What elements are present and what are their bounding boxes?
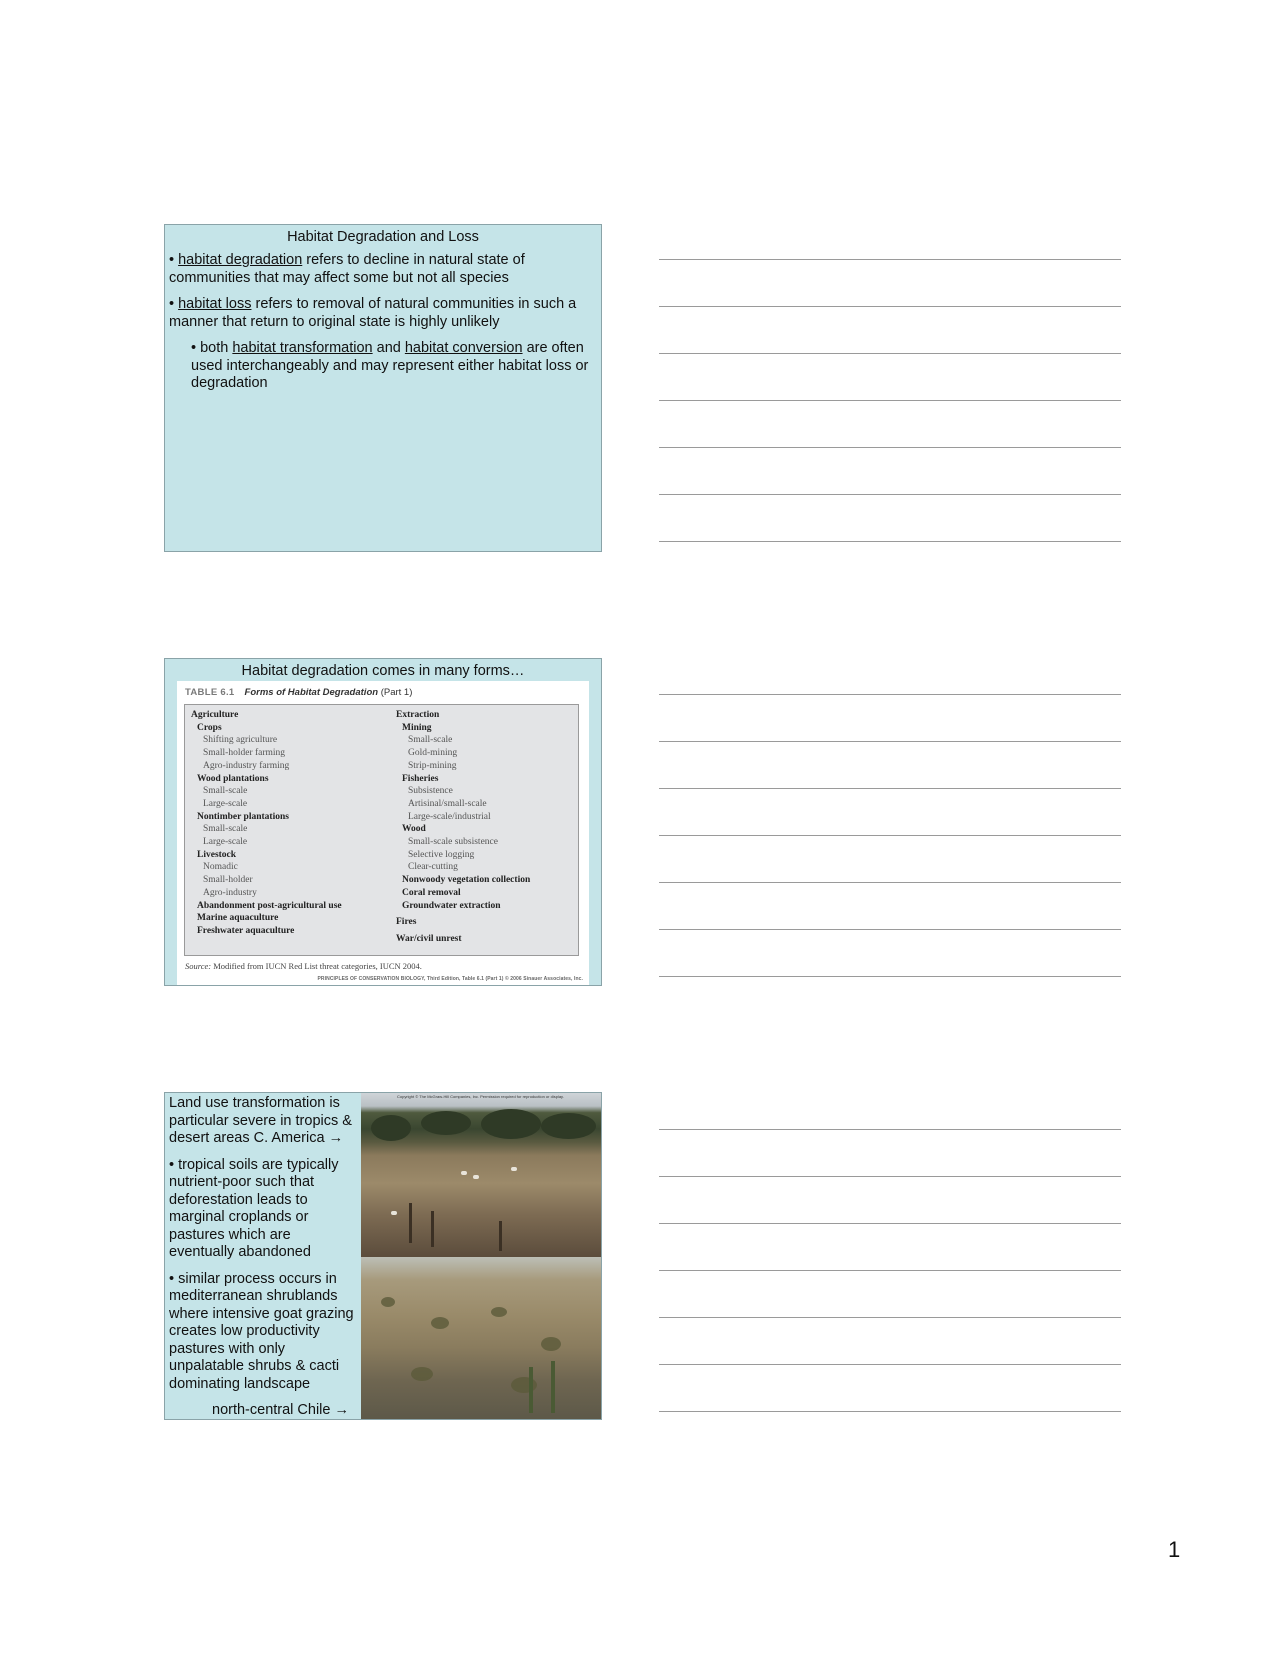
table-entry: Agro-industry farming <box>203 760 290 771</box>
table-entry: Selective logging <box>408 849 475 860</box>
note-line <box>659 741 1121 742</box>
table-entry: Mining <box>402 722 432 733</box>
note-line <box>659 1223 1121 1224</box>
term-habitat-loss: habitat loss <box>178 296 252 312</box>
note-line <box>659 882 1121 883</box>
term-habitat-conversion: habitat conversion <box>404 340 523 356</box>
table-entry: Small-scale <box>203 786 248 797</box>
table-entry: Fires <box>396 917 417 928</box>
note-line <box>659 1270 1121 1271</box>
paragraph-mediterranean: • similar process occurs in mediterranean shrublands where intensive goat grazing creates low productivity pastures with only unpalatable shrubs & cacti dominating landscape <box>169 1270 354 1392</box>
goat-shape <box>391 1211 397 1215</box>
bullet-habitat-loss <box>169 296 597 331</box>
table-left-column <box>191 709 342 938</box>
table-title: Forms of Habitat Degradation <box>244 687 379 698</box>
note-line <box>659 306 1121 307</box>
paragraph-land-use: Land use transformation is particular severe in tropics & desert areas C. America → <box>169 1095 352 1146</box>
source-label: Source: <box>185 961 212 971</box>
bullet-prefix: • both <box>191 340 233 356</box>
note-line <box>659 835 1121 836</box>
table-entry: Small-scale <box>408 735 453 746</box>
table-entry: Large-scale/industrial <box>408 811 491 822</box>
table-caption <box>185 687 412 698</box>
bullet-text: are often used interchangeably and may represent either habitat loss or degradation <box>191 340 589 391</box>
shrub-shape <box>411 1367 433 1381</box>
note-line <box>659 788 1121 789</box>
shrub-shape <box>511 1377 537 1393</box>
table-entry: Wood plantations <box>197 773 269 784</box>
table-footer: PRINCIPLES OF CONSERVATION BIOLOGY, Third Edition, Table 6.1 (Part 1) © 2006 Sinauer Associates, Inc. <box>317 976 583 982</box>
table-part: (Part 1) <box>380 687 413 698</box>
table-entry: Subsistence <box>408 786 453 797</box>
table-entry: Gold-mining <box>408 748 458 759</box>
cactus-shape <box>551 1361 555 1413</box>
note-line <box>659 541 1121 542</box>
note-line <box>659 353 1121 354</box>
table-entry: Small-holder farming <box>203 748 286 759</box>
slide-degradation-forms <box>164 658 602 986</box>
bullet-text: refers to decline in natural state of communities that may affect some but not all species <box>169 252 525 286</box>
table-entry: Agro-industry <box>203 887 257 898</box>
page-number: 1 <box>1168 1537 1181 1562</box>
photo-central-america <box>361 1093 602 1257</box>
tree-shape <box>371 1115 411 1141</box>
note-line <box>659 1317 1121 1318</box>
bullet-habitat-degradation <box>169 252 597 287</box>
shrub-shape <box>541 1337 561 1351</box>
table-entry: Agriculture <box>191 710 239 720</box>
table-entry: Crops <box>197 722 222 733</box>
table-entry: Strip-mining <box>408 760 457 771</box>
fence-post <box>431 1211 434 1247</box>
bullet-text: and <box>372 340 405 356</box>
table-entry: War/civil unrest <box>396 933 462 944</box>
term-habitat-transformation: habitat transformation <box>232 340 373 356</box>
table-entry: Fisheries <box>402 773 439 784</box>
shrub-shape <box>431 1317 449 1329</box>
table-entry: Wood <box>402 824 426 835</box>
note-line <box>659 447 1121 448</box>
copyright-notice: Copyright © The McGraw-Hill Companies, Inc. Permission required for reproduction or display. <box>397 1094 564 1099</box>
goat-shape <box>461 1171 467 1175</box>
table-box <box>184 704 579 956</box>
note-line <box>659 1176 1121 1177</box>
table-entry: Nomadic <box>203 862 238 873</box>
table-entry: Nonwoody vegetation collection <box>402 875 531 886</box>
table-image <box>177 681 589 985</box>
table-entry: Clear-cutting <box>408 862 458 873</box>
note-line <box>659 976 1121 977</box>
note-line <box>659 1411 1121 1412</box>
note-line <box>659 1364 1121 1365</box>
tree-shape <box>541 1113 596 1139</box>
cactus-shape <box>529 1367 533 1413</box>
table-entry: Shifting agriculture <box>203 735 278 746</box>
table-entry: Abandonment post-agricultural use <box>197 900 342 911</box>
slide-land-use-transformation <box>164 1092 602 1420</box>
fence-post <box>499 1221 502 1251</box>
term-habitat-degradation: habitat degradation <box>178 252 303 268</box>
slide-text <box>169 1095 357 1420</box>
fence-post <box>409 1203 412 1243</box>
slide-body <box>165 246 601 393</box>
source-text: Modified from IUCN Red List threat categories, IUCN 2004. <box>211 961 422 971</box>
table-entry: Livestock <box>197 849 237 860</box>
note-line <box>659 694 1121 695</box>
note-line <box>659 400 1121 401</box>
table-source <box>185 961 422 971</box>
table-entry: Extraction <box>396 710 440 720</box>
table-entry: Small-scale <box>203 824 248 835</box>
bullet-prefix: • <box>169 296 179 312</box>
shrub-shape <box>491 1307 507 1317</box>
table-number: TABLE 6.1 <box>185 687 235 698</box>
table-entry: Freshwater aquaculture <box>197 925 295 936</box>
table-entry: Artisinal/small-scale <box>408 798 487 809</box>
note-line <box>659 494 1121 495</box>
shrub-shape <box>381 1297 395 1307</box>
bullet-prefix: • <box>169 252 179 268</box>
table-entry: Marine aquaculture <box>197 913 279 924</box>
tree-shape <box>421 1111 471 1135</box>
bullet-text: refers to removal of natural communities in such a manner that return to original state is highly unlikely <box>169 296 577 330</box>
table-entry: Large-scale <box>203 798 248 809</box>
table-entry: Coral removal <box>402 887 461 898</box>
table-entry: Groundwater extraction <box>402 900 501 911</box>
table-entry: Small-scale subsistence <box>408 837 498 848</box>
goat-shape <box>511 1167 517 1171</box>
paragraph-tropical-soils: • tropical soils are typically nutrient-poor such that deforestation leads to marginal croplands or pastures which are eventually abandoned <box>169 1156 339 1260</box>
goat-shape <box>473 1175 479 1179</box>
tree-shape <box>481 1109 541 1139</box>
slide-title: Habitat degradation comes in many forms… <box>241 663 525 679</box>
table-entry: Nontimber plantations <box>197 811 289 822</box>
note-line <box>659 259 1121 260</box>
note-line <box>659 929 1121 930</box>
note-line <box>659 1129 1121 1130</box>
slide-habitat-degradation-and-loss <box>164 224 602 552</box>
table-right-column <box>396 709 530 946</box>
slide-title: Habitat Degradation and Loss <box>287 229 479 245</box>
table-entry: Small-holder <box>203 875 253 886</box>
sub-bullet-transformation-conversion <box>191 340 597 393</box>
photo-caption-chile: north-central Chile → <box>212 1402 349 1418</box>
photo-north-central-chile <box>361 1257 602 1420</box>
table-entry: Large-scale <box>203 837 248 848</box>
